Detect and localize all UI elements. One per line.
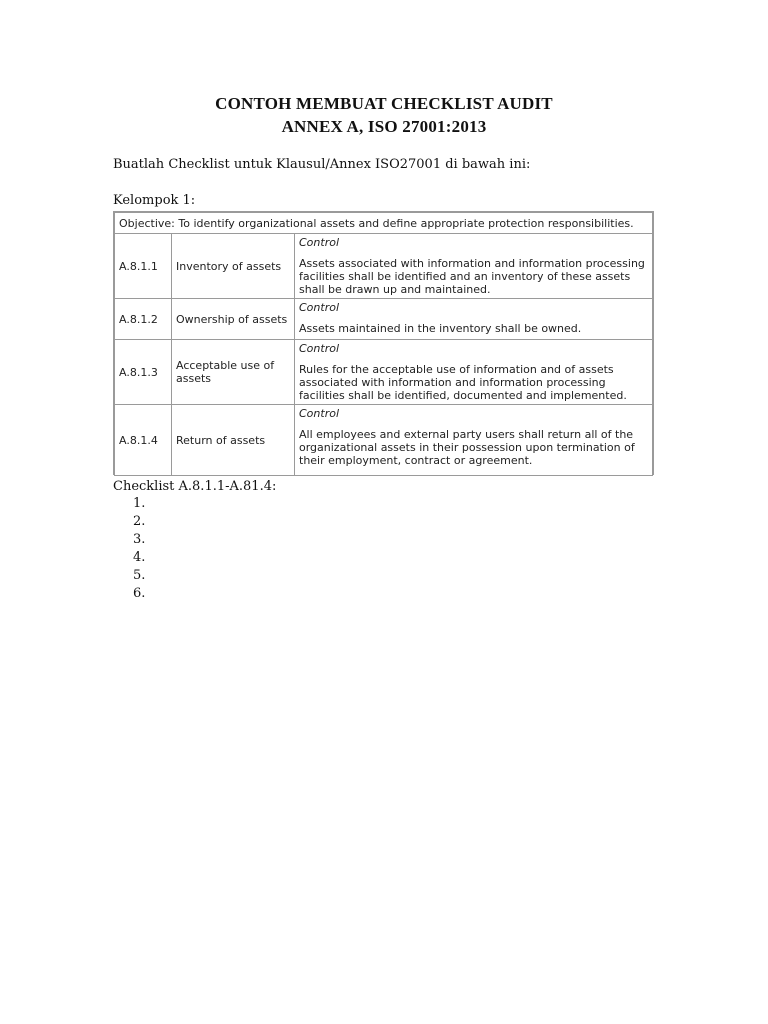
objective-row — [115, 213, 653, 234]
control-name: Ownership of assets — [172, 299, 295, 340]
control-cell — [295, 299, 653, 340]
list-item: 6. — [133, 586, 146, 601]
objective-cell: Objective: To identify organizational assets and define appropriate protection responsibilities. — [115, 213, 653, 234]
control-label: Control — [299, 342, 340, 355]
table-row — [115, 405, 653, 476]
control-text: Rules for the acceptable use of information and of assets associated with information and information processing facilities shall be identified, documented and implemented. — [299, 363, 627, 402]
control-ref: A.8.1.2 — [115, 299, 172, 340]
control-text: All employees and external party users shall return all of the organizational assets in their possession upon termination of their employment, contract or agreement. — [299, 428, 635, 467]
control-ref: A.8.1.1 — [115, 234, 172, 299]
control-name: Return of assets — [172, 405, 295, 476]
control-ref: A.8.1.4 — [115, 405, 172, 476]
table-row — [115, 340, 653, 405]
control-cell — [295, 340, 653, 405]
control-ref: A.8.1.3 — [115, 340, 172, 405]
list-item: 5. — [133, 568, 146, 583]
control-label: Control — [299, 407, 340, 420]
annex-table — [113, 211, 654, 475]
control-label: Control — [299, 301, 340, 314]
control-name: Inventory of assets — [172, 234, 295, 299]
list-item: 3. — [133, 532, 146, 547]
control-label: Control — [299, 236, 340, 249]
group-label: Kelompok 1: — [113, 193, 196, 208]
control-text: Assets maintained in the inventory shall be owned. — [299, 322, 582, 335]
title-line-2: ANNEX A, ISO 27001:2013 — [281, 117, 487, 136]
checklist-list — [113, 495, 145, 603]
list-item: 2. — [133, 514, 146, 529]
list-item: 1. — [133, 496, 146, 511]
table-row — [115, 234, 653, 299]
control-cell — [295, 405, 653, 476]
control-cell — [295, 234, 653, 299]
instruction-text: Buatlah Checklist untuk Klausul/Annex ISO27001 di bawah ini: — [113, 157, 531, 172]
checklist-title: Checklist A.8.1.1-A.81.4: — [113, 479, 277, 494]
control-name: Acceptable use of assets — [172, 340, 295, 405]
control-text: Assets associated with information and information processing facilities shall be identified and an inventory of these assets shall be drawn up and maintained. — [299, 257, 645, 296]
table-row — [115, 299, 653, 340]
list-item: 4. — [133, 550, 146, 565]
title-line-1: CONTOH MEMBUAT CHECKLIST AUDIT — [215, 94, 553, 113]
